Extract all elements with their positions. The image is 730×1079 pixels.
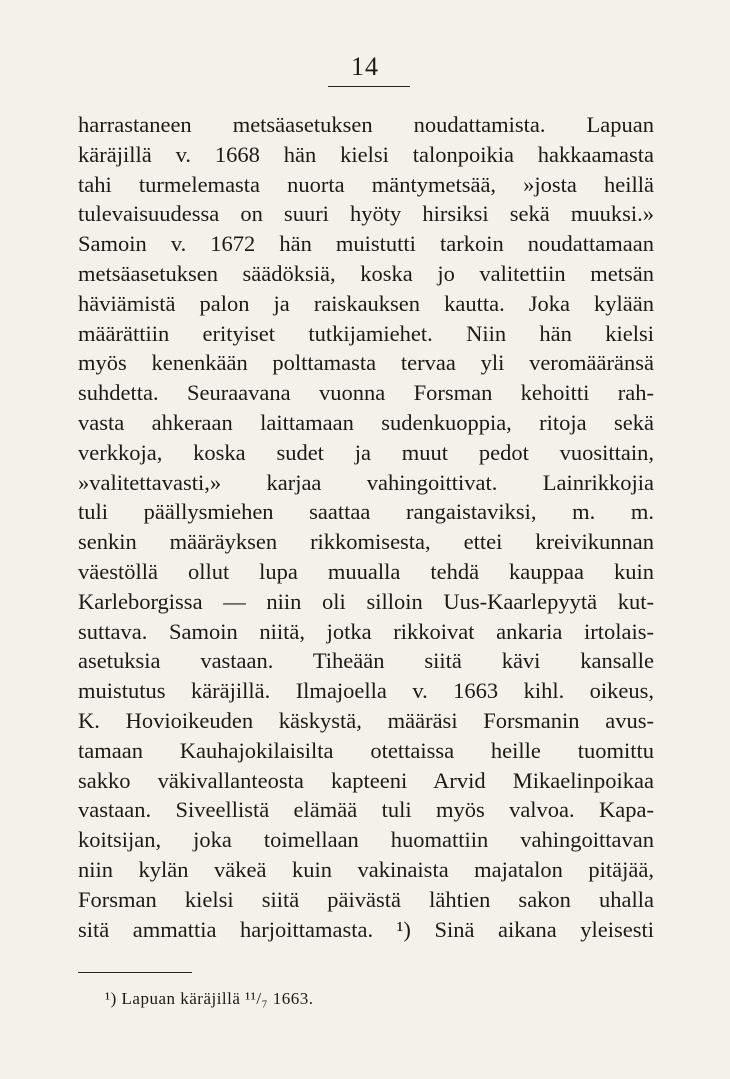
text-line: Forsman kielsi siitä päivästä lähtien sakon uhalla [78, 886, 654, 912]
text-line: sitä ammattia harjoittamasta. ¹) Sinä aikana yleisesti [78, 916, 654, 942]
text-line: myös kenenkään polttamasta tervaa yli veromääränsä [78, 350, 654, 376]
text-line: sakko väkivallanteosta kapteeni Arvid Mikaelinpoikaa [78, 767, 654, 793]
text-line: vasta ahkeraan laittamaan sudenkuoppia, ritoja sekä [78, 409, 654, 435]
text-line: senkin määräyksen rikkomisesta, ettei kreivikunnan [78, 529, 654, 555]
text-line: määrättiin erityiset tutkijamiehet. Niin hän kielsi [78, 320, 654, 346]
text-line: verkkoja, koska sudet ja muut pedot vuosittain, [78, 439, 654, 465]
text-line: tahi turmelemasta nuorta mäntymetsää, »josta heillä [78, 171, 654, 197]
footnote: ¹) Lapuan käräjillä ¹¹/₇ 1663. [105, 989, 314, 1008]
text-line: Karleborgissa — niin oli silloin Uus-Kaarlepyytä kut- [78, 588, 654, 614]
text-line: suttava. Samoin niitä, jotka rikkoivat ankaria irtolais- [78, 618, 654, 644]
text-line: K. Hovioikeuden käskystä, määräsi Forsmanin avus- [78, 707, 654, 733]
text-line: häviämistä palon ja raiskauksen kautta. Joka kylään [78, 290, 654, 316]
text-line: käräjillä v. 1668 hän kielsi talonpoikia hakkaamasta [78, 141, 654, 167]
text-line: tamaan Kauhajokilaisilta otettaissa heille tuomittu [78, 737, 654, 763]
text-line: harrastaneen metsäasetuksen noudattamista. Lapuan [78, 112, 654, 137]
body-text [78, 110, 654, 944]
text-line: metsäasetuksen säädöksiä, koska jo valitettiin metsän [78, 260, 654, 286]
text-line: Samoin v. 1672 hän muistutti tarkoin noudattamaan [78, 231, 654, 257]
text-line: suhdetta. Seuraavana vuonna Forsman kehoitti rah- [78, 380, 654, 406]
text-line: koitsijan, joka toimellaan huomattiin vahingoittavan [78, 827, 654, 853]
page-number: 14 [351, 52, 379, 81]
text-line: muistutus käräjillä. Ilmajoella v. 1663 kihl. oikeus, [78, 678, 654, 704]
footnote-rule [78, 972, 192, 973]
text-line: tuli päällysmiehen saattaa rangaistaviksi, m. m. [78, 499, 654, 525]
text-line: väestöllä ollut lupa muualla tehdä kauppaa kuin [78, 558, 654, 584]
text-line: »valitettavasti,» karjaa vahingoittivat. Lainrikkojia [78, 469, 654, 495]
page-header [0, 52, 730, 82]
text-line: vastaan. Siveellistä elämää tuli myös valvoa. Kapa- [78, 797, 654, 823]
header-rule [328, 86, 410, 87]
text-line: asetuksia vastaan. Tiheään siitä kävi kansalle [78, 648, 654, 674]
text-line: niin kylän väkeä kuin vakinaista majatalon pitäjää, [78, 856, 654, 882]
text-line: tulevaisuudessa on suuri hyöty hirsiksi sekä muuksi.» [78, 201, 654, 227]
